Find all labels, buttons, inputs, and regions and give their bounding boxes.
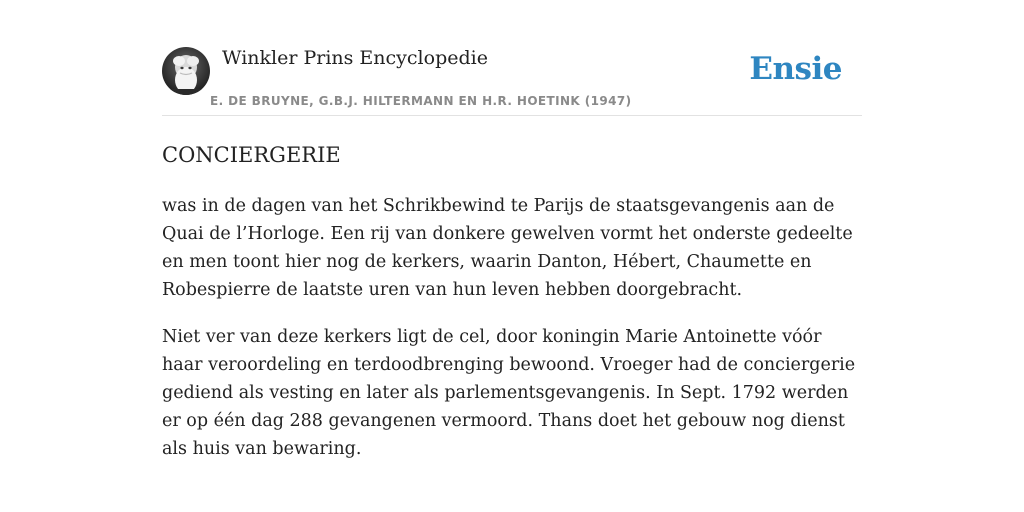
- header: [162, 0, 862, 116]
- author-portrait-icon: [162, 47, 210, 95]
- book-authors: E. DE BRUYNE, G.B.J. HILTERMANN EN H.R. HOETINK (1947): [210, 94, 632, 108]
- author-avatar[interactable]: [162, 47, 210, 95]
- entry-body: [162, 192, 862, 482]
- entry-paragraph: Niet ver van deze kerkers ligt de cel, door koningin Marie Antoinette vóór haar veroordeling en terdoodbrenging bewoond. Vroeger had de conciergerie gediend als vesting en later als parlementsgevangenis. In Sept. 1792 werden er op één dag 288 gevangenen vermoord. Thans doet het gebouw nog dienst als huis van bewaring.: [162, 327, 856, 459]
- entry-paragraph: was in de dagen van het Schrikbewind te Parijs de staatsgevangenis aan de Quai de l’Horloge. Een rij van donkere gewelven vormt het onderste gedeelte en men toont hier nog de kerkers, waarin Danton, Hébert, Chaumette en Robespierre de laatste uren van hun leven hebben doorgebracht.: [162, 196, 853, 300]
- ensie-logo-link[interactable]: Ensie: [749, 51, 842, 87]
- entry-title: CONCIERGERIE: [162, 143, 341, 167]
- book-title[interactable]: Winkler Prins Encyclopedie: [222, 47, 488, 69]
- page: [162, 0, 862, 459]
